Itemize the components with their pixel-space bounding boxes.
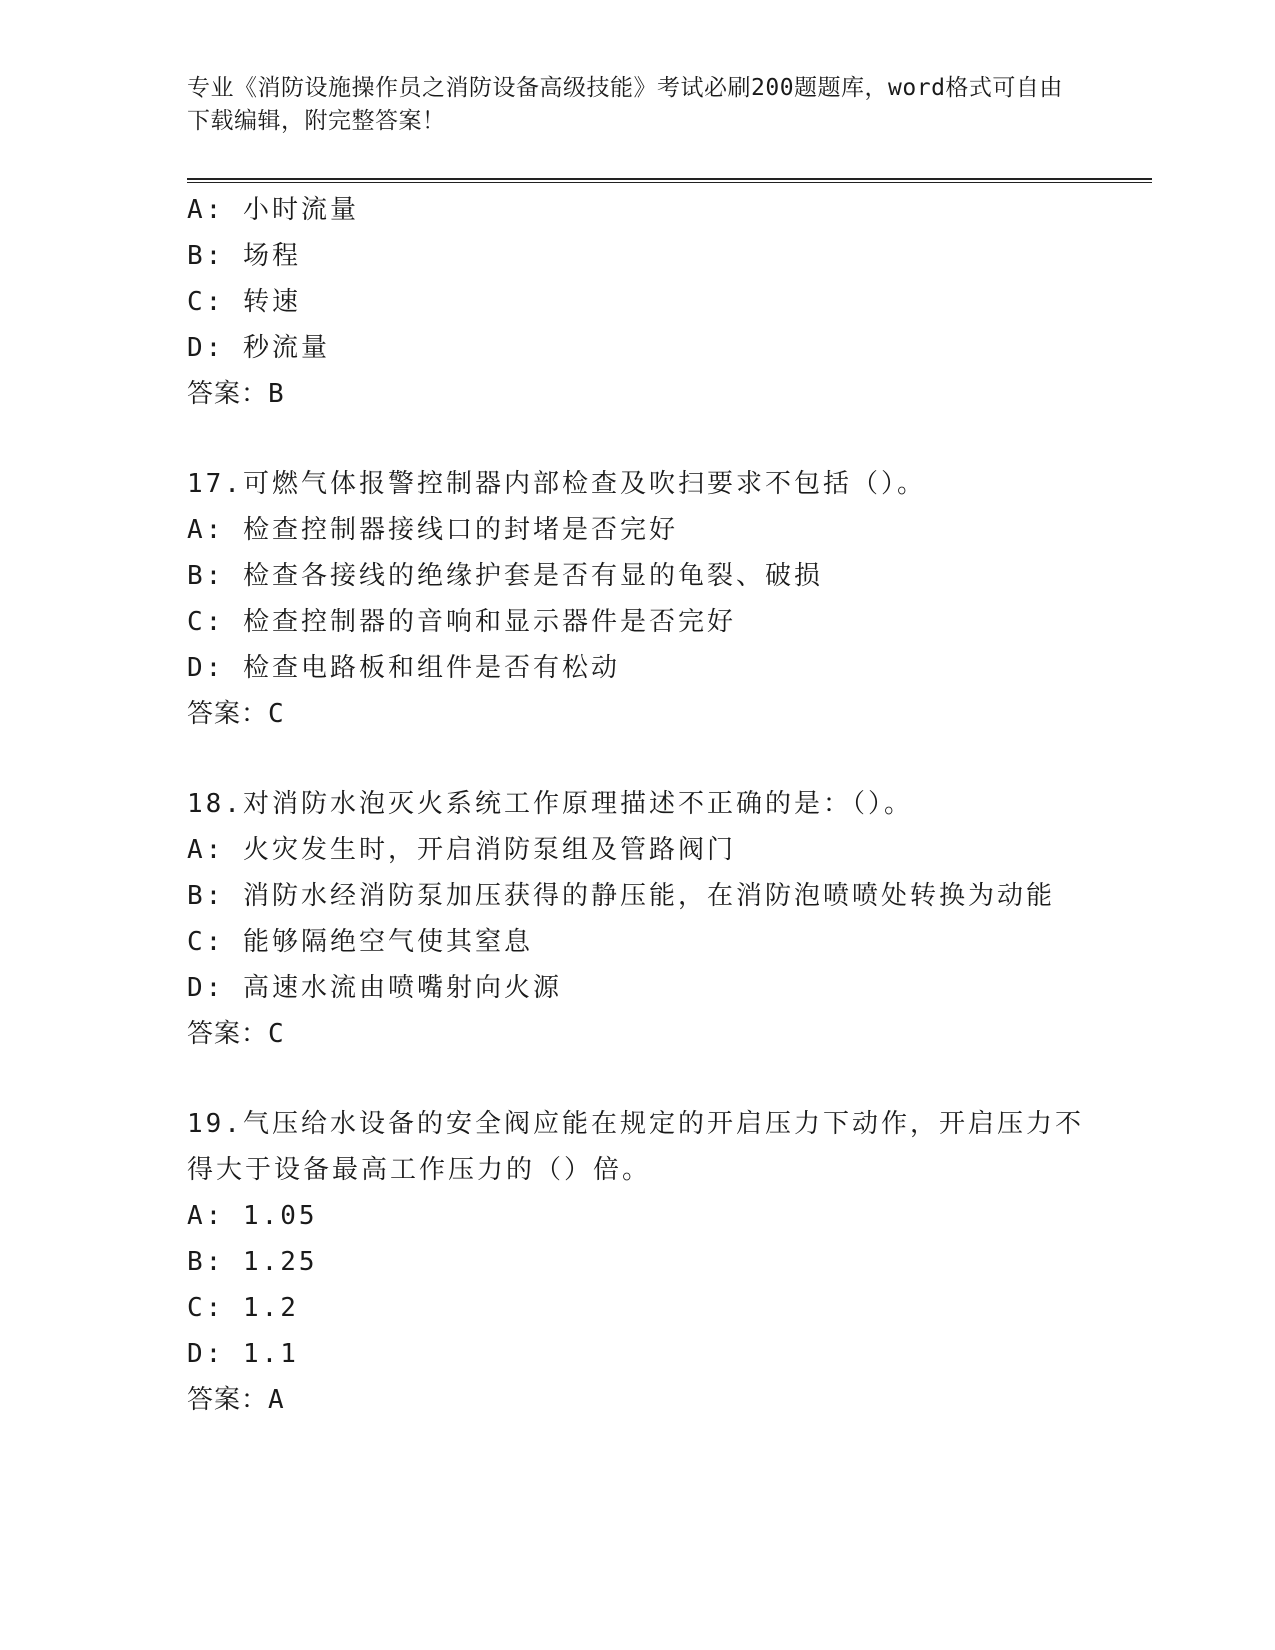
option-text: 1.05	[242, 1201, 318, 1231]
option-label: B:	[187, 561, 243, 591]
option-c	[187, 919, 1087, 965]
option-text: 场程	[242, 241, 301, 271]
option-text: 1.2	[242, 1293, 299, 1323]
option-text: 能够隔绝空气使其窒息	[242, 927, 533, 957]
option-text: 检查电路板和组件是否有松动	[242, 653, 620, 683]
answer: 答案：C	[187, 699, 285, 729]
option-text: 检查各接线的绝缘护套是否有显的龟裂、破损	[242, 561, 823, 591]
option-label: D:	[187, 653, 243, 683]
question-text: 19.气压给水设备的安全阀应能在规定的开启压力下动作，开启压力不得大于设备最高工作压力的（）倍。	[187, 1109, 1084, 1185]
header-divider	[187, 178, 1152, 183]
option-a	[187, 507, 1087, 553]
document-header: 专业《消防设施操作员之消防设备高级技能》考试必刷200题题库，word格式可自由下载编辑，附完整答案！	[187, 75, 1063, 134]
option-text: 检查控制器的音响和显示器件是否完好	[242, 607, 736, 637]
option-text: 1.25	[242, 1247, 318, 1277]
option-label: D:	[187, 973, 243, 1003]
option-label: B:	[187, 241, 243, 271]
option-a	[187, 827, 1087, 873]
answer: 答案：B	[187, 379, 285, 409]
option-b	[187, 233, 1087, 279]
option-text: 火灾发生时，开启消防泵组及管路阀门	[242, 835, 736, 865]
option-label: D:	[187, 333, 243, 363]
question-18	[187, 781, 1087, 1057]
question-text: 17.可燃气体报警控制器内部检查及吹扫要求不包括（）。	[187, 469, 926, 499]
option-d	[187, 1331, 1087, 1377]
option-c	[187, 599, 1087, 645]
option-text: 秒流量	[242, 333, 330, 363]
option-d	[187, 645, 1087, 691]
option-label: B:	[187, 1247, 243, 1277]
question-16-continued	[187, 187, 1087, 417]
option-a	[187, 187, 1087, 233]
option-label: A:	[187, 1201, 243, 1231]
question-17	[187, 461, 1087, 737]
option-label: C:	[187, 607, 243, 637]
option-label: D:	[187, 1339, 243, 1369]
option-d	[187, 325, 1087, 371]
option-b	[187, 553, 1087, 599]
answer: 答案：A	[187, 1385, 285, 1415]
option-label: A:	[187, 515, 243, 545]
option-label: A:	[187, 835, 243, 865]
option-b	[187, 1239, 1087, 1285]
option-a	[187, 1193, 1087, 1239]
question-text: 18.对消防水泡灭火系统工作原理描述不正确的是：（）。	[187, 789, 913, 819]
option-text: 1.1	[242, 1339, 299, 1369]
option-label: C:	[187, 1293, 243, 1323]
option-c	[187, 1285, 1087, 1331]
option-text: 检查控制器接线口的封堵是否完好	[242, 515, 678, 545]
option-label: C:	[187, 287, 243, 317]
option-text: 小时流量	[242, 195, 359, 225]
option-text: 高速水流由喷嘴射向火源	[242, 973, 562, 1003]
option-label: C:	[187, 927, 243, 957]
option-text: 转速	[242, 287, 301, 317]
option-b	[187, 873, 1087, 919]
option-label: A:	[187, 195, 243, 225]
option-d	[187, 965, 1087, 1011]
answer: 答案：C	[187, 1019, 285, 1049]
option-c	[187, 279, 1087, 325]
option-label: B:	[187, 881, 243, 911]
question-19	[187, 1101, 1087, 1423]
question-list	[187, 187, 1087, 1423]
option-text: 消防水经消防泵加压获得的静压能，在消防泡喷喷处转换为动能	[242, 881, 1055, 911]
